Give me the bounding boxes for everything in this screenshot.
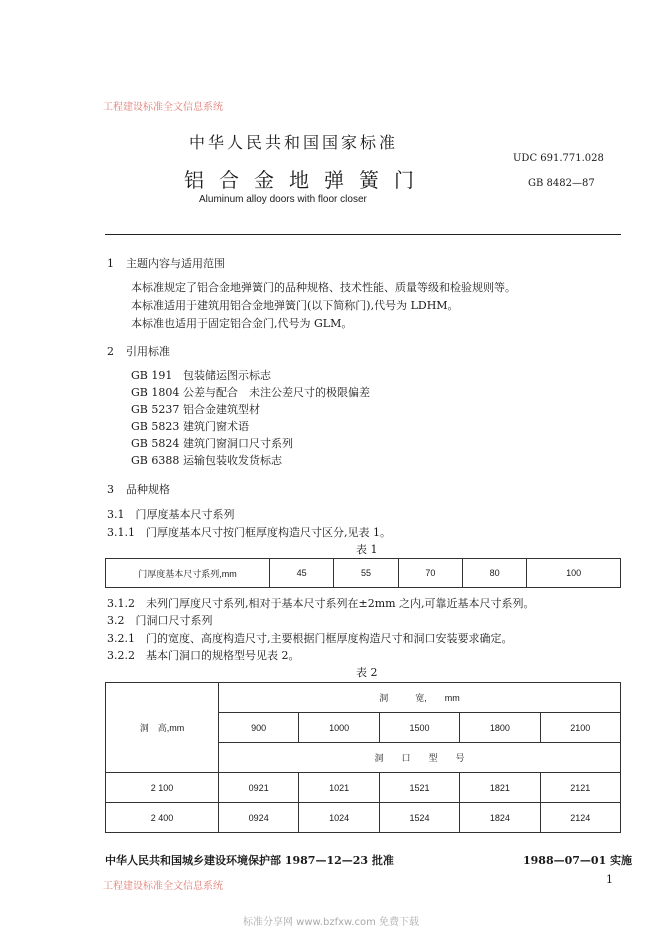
section-3-number: 3 xyxy=(107,483,114,496)
section-2-number: 2 xyxy=(107,345,114,358)
table-2-cell: 1021 xyxy=(299,773,379,803)
table-2-cell: 1024 xyxy=(299,803,379,833)
watermark-top: 工程建设标准全文信息系统 xyxy=(103,102,223,113)
table-2-width-value: 900 xyxy=(219,713,299,743)
table-2-width-value: 1500 xyxy=(379,713,459,743)
section-3-heading xyxy=(107,481,170,497)
reference-item xyxy=(131,435,293,451)
section-2-heading xyxy=(107,343,170,359)
table-2-width-header: 洞 宽, mm xyxy=(219,683,621,713)
reference-code: GB 191 xyxy=(131,369,173,382)
gb-code: GB 8482—87 xyxy=(528,178,595,189)
table-row xyxy=(106,803,621,833)
section-1-para-2: 本标准适用于建筑用铝合金地弹簧门(以下简称门),代号为 LDHM。 xyxy=(131,299,459,312)
reference-code: GB 5237 xyxy=(131,403,180,416)
site-watermark: 标准分享网 www.bzfxw.com 免费下载 xyxy=(243,917,419,928)
table-2-cell: 1821 xyxy=(460,773,540,803)
page-number: 1 xyxy=(606,873,613,886)
table-2-width-value: 1000 xyxy=(299,713,379,743)
table-2 xyxy=(105,682,621,833)
approval-text: 中华人民共和国城乡建设环境保护部 1987—12—23 批准 xyxy=(105,854,394,867)
table-2-cell: 0921 xyxy=(219,773,299,803)
table-2-height-value: 2 100 xyxy=(106,773,219,803)
table-1-row-label: 门厚度基本尺寸系列,mm xyxy=(106,559,270,588)
table-2-width-value: 1800 xyxy=(460,713,540,743)
reference-item xyxy=(131,418,249,434)
section-1-para-1: 本标准规定了铝合金地弹簧门的品种规格、技术性能、质量等级和检验规则等。 xyxy=(131,281,516,294)
table-2-height-header: 洞 高,mm xyxy=(106,683,219,773)
section-1-heading xyxy=(107,255,225,271)
table-1-cell: 55 xyxy=(334,559,398,588)
reference-name: 公差与配合 未注公差尺寸的极限偏差 xyxy=(183,386,370,399)
reference-code: GB 1804 xyxy=(131,386,180,399)
table-2-width-value: 2100 xyxy=(540,713,620,743)
table-1-caption: 表 1 xyxy=(356,543,378,556)
table-row xyxy=(106,773,621,803)
standard-type: 中华人民共和国国家标准 xyxy=(189,133,399,152)
table-2-height-value: 2 400 xyxy=(106,803,219,833)
table-1-cell: 100 xyxy=(527,559,621,588)
table-2-cell: 2121 xyxy=(540,773,620,803)
table-row xyxy=(106,683,621,713)
table-2-cell: 1521 xyxy=(379,773,459,803)
clause-3-2: 3.2 门洞口尺寸系列 xyxy=(107,614,213,627)
table-1-cell: 70 xyxy=(398,559,462,588)
section-1-title: 主题内容与适用范围 xyxy=(126,257,225,270)
reference-name: 建筑门窗术语 xyxy=(183,420,249,433)
table-2-cell: 1824 xyxy=(460,803,540,833)
table-2-model-header: 洞 口 型 号 xyxy=(219,743,621,773)
reference-code: GB 6388 xyxy=(131,454,180,467)
table-2-cell: 2124 xyxy=(540,803,620,833)
section-1-number: 1 xyxy=(107,257,114,270)
reference-name: 运输包装收发货标志 xyxy=(183,454,282,467)
reference-name: 包装储运图示标志 xyxy=(183,369,271,382)
header-rule xyxy=(105,234,621,235)
reference-item xyxy=(131,384,370,400)
implementation-date: 1988—07—01 实施 xyxy=(523,854,633,867)
section-1-para-3: 本标准也适用于固定铝合金门,代号为 GLM。 xyxy=(131,317,353,330)
reference-item xyxy=(131,452,282,468)
reference-name: 建筑门窗洞口尺寸系列 xyxy=(183,437,293,450)
table-2-cell: 0924 xyxy=(219,803,299,833)
reference-code: GB 5824 xyxy=(131,437,180,450)
clause-3-1-2: 3.1.2 未列门厚度尺寸系列,相对于基本尺寸系列在±2mm 之内,可靠近基本尺寸系列。 xyxy=(107,597,535,610)
clause-3-2-2: 3.2.2 基本门洞口的规格型号见表 2。 xyxy=(107,649,300,662)
reference-name: 铝合金建筑型材 xyxy=(183,403,260,416)
clause-3-1: 3.1 门厚度基本尺寸系列 xyxy=(107,508,235,521)
table-1-cell: 45 xyxy=(270,559,334,588)
section-2-title: 引用标准 xyxy=(126,345,170,358)
section-3-title: 品种规格 xyxy=(126,483,170,496)
page-title-english: Aluminum alloy doors with floor closer xyxy=(199,194,367,205)
table-row xyxy=(106,559,621,588)
table-2-caption: 表 2 xyxy=(356,666,378,679)
reference-item xyxy=(131,367,271,383)
clause-3-2-1: 3.2.1 门的宽度、高度构造尺寸,主要根据门框厚度构造尺寸和洞口安装要求确定。 xyxy=(107,632,513,645)
watermark-bottom: 工程建设标准全文信息系统 xyxy=(103,881,223,892)
table-1-cell: 80 xyxy=(462,559,526,588)
reference-code: GB 5823 xyxy=(131,420,180,433)
reference-item xyxy=(131,401,260,417)
page-title: 铝合金地弹簧门 xyxy=(184,168,429,192)
clause-3-1-1: 3.1.1 门厚度基本尺寸按门框厚度构造尺寸区分,见表 1。 xyxy=(107,526,391,539)
table-2-cell: 1524 xyxy=(379,803,459,833)
table-1 xyxy=(105,558,621,588)
udc-code: UDC 691.771.028 xyxy=(513,153,604,164)
